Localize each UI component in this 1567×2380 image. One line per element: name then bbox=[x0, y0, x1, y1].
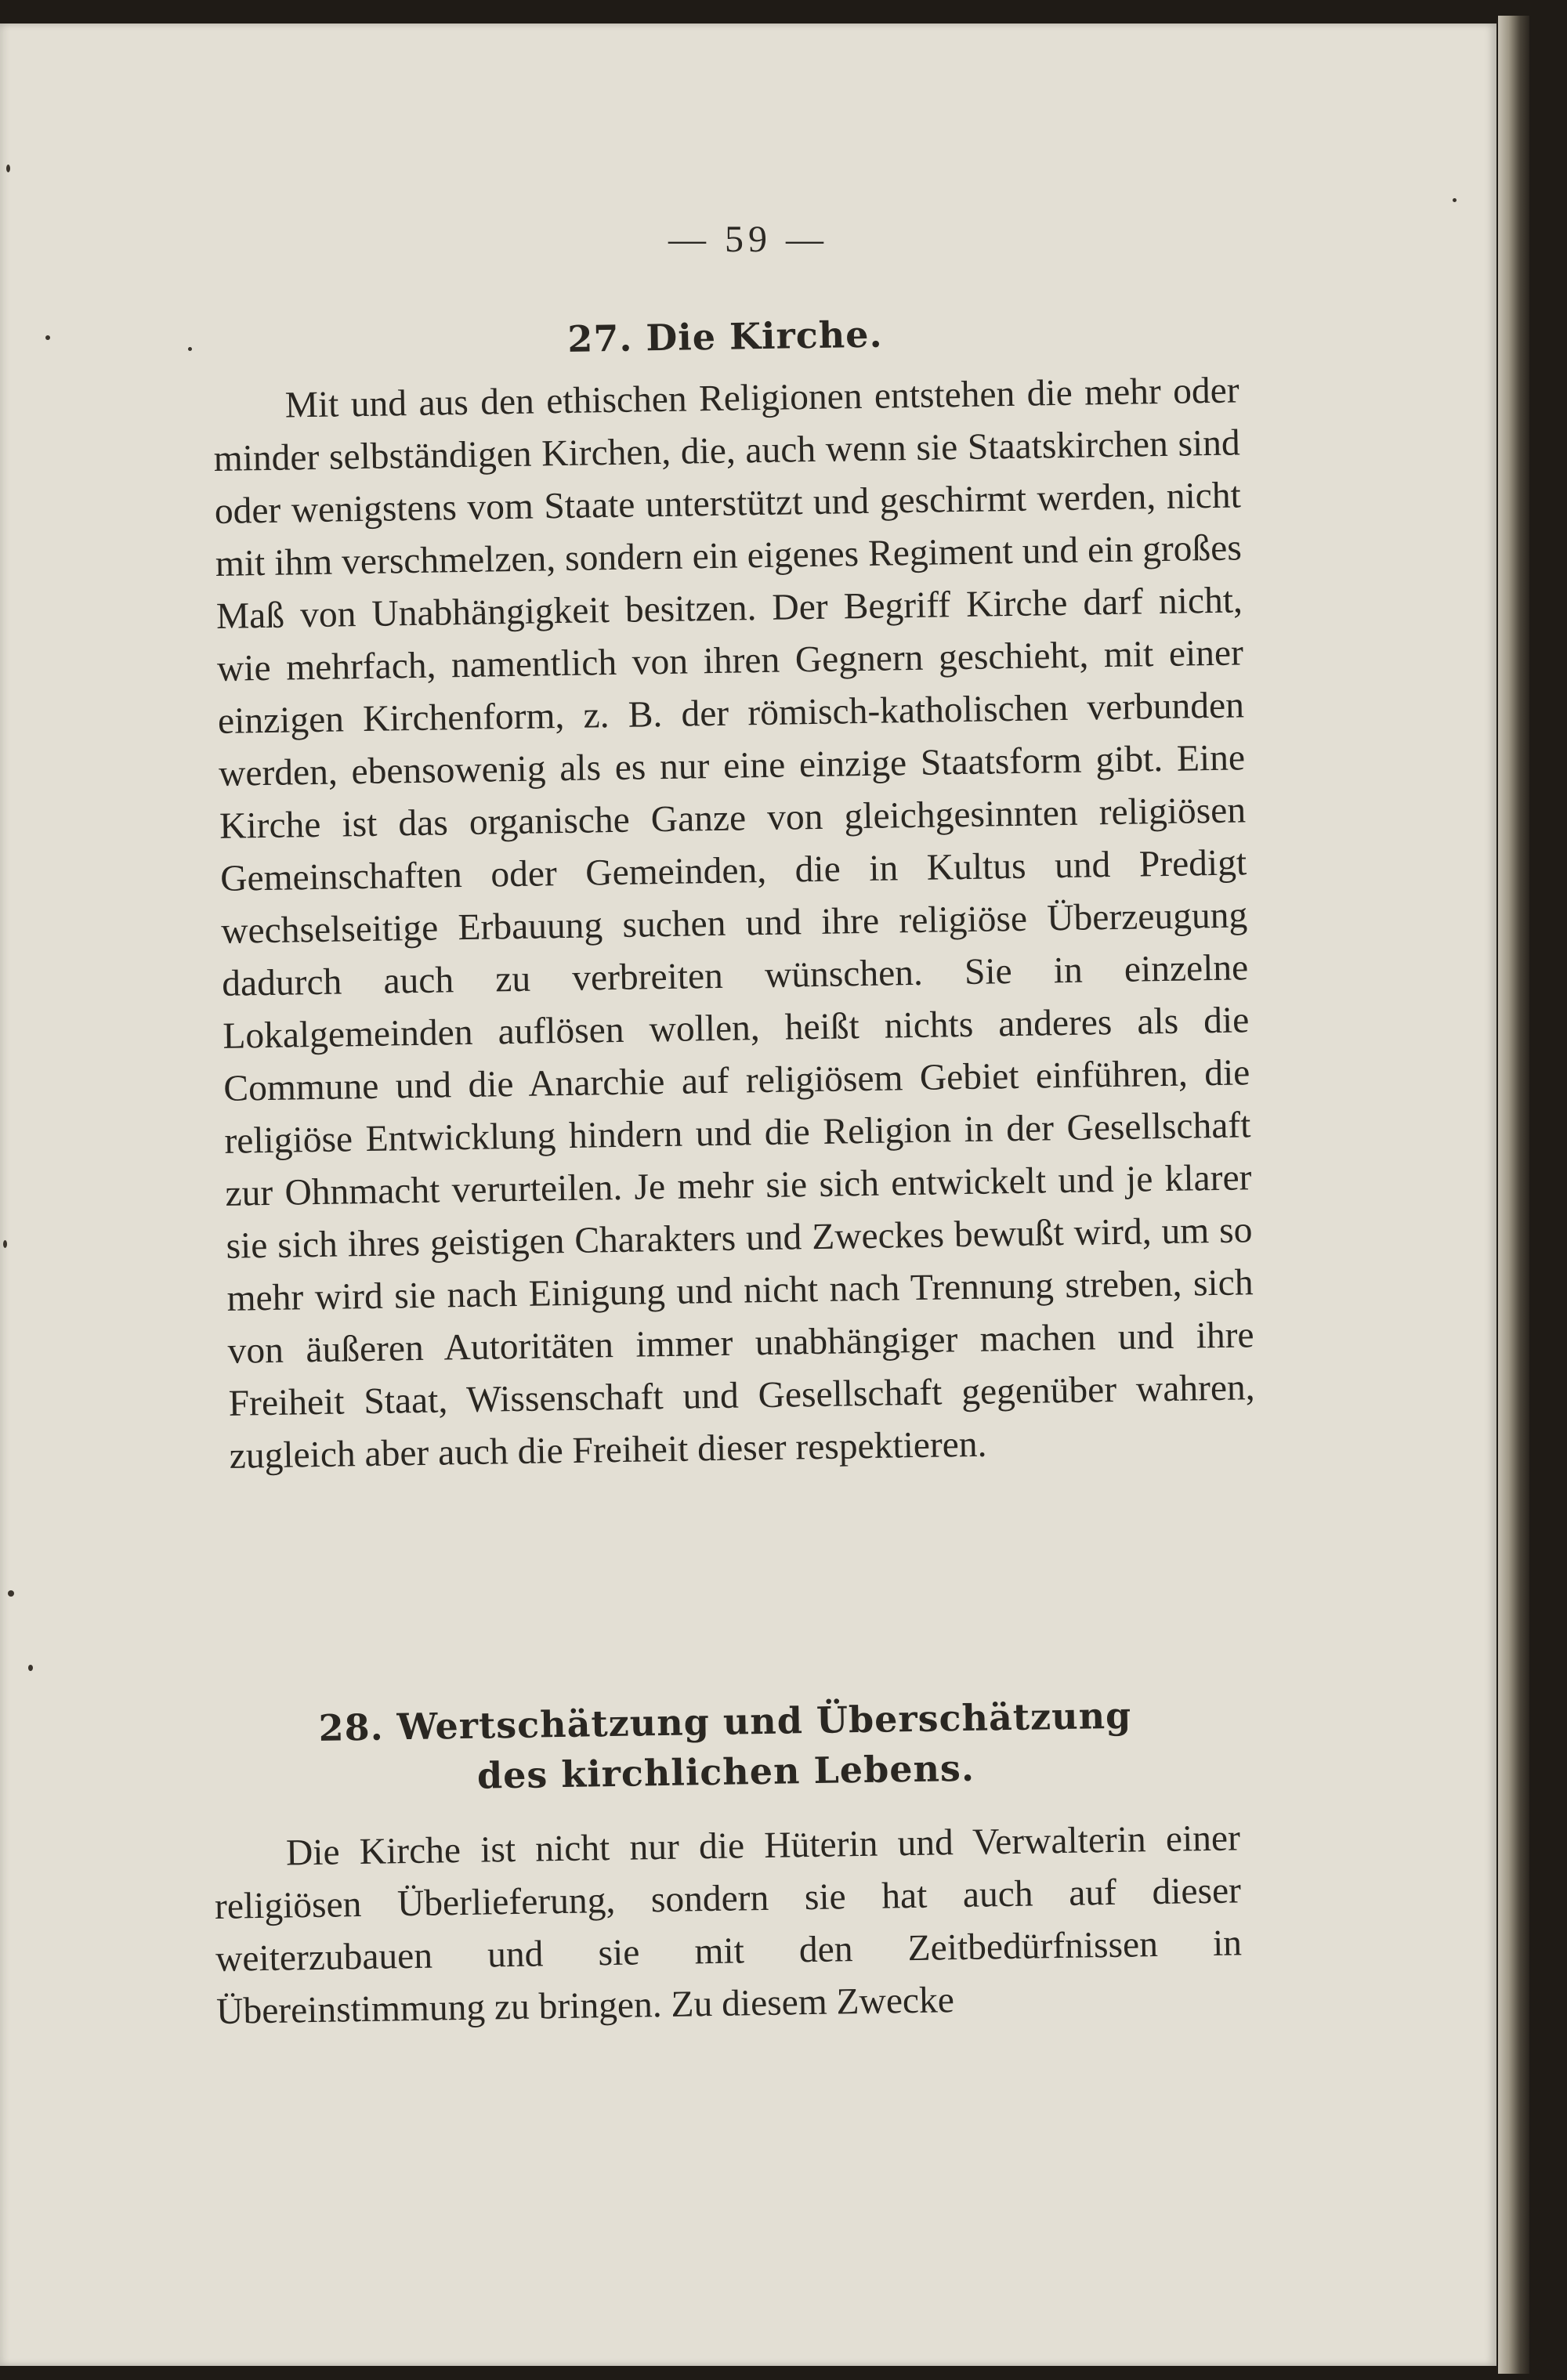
margin-speck bbox=[6, 165, 10, 172]
page-number: — 59 — bbox=[668, 219, 828, 260]
section-28 bbox=[212, 1688, 1243, 2038]
section-27 bbox=[212, 303, 1256, 1482]
book-page bbox=[0, 24, 1496, 2366]
margin-speck bbox=[8, 1590, 14, 1597]
margin-speck bbox=[3, 1240, 7, 1248]
margin-speck bbox=[188, 347, 192, 351]
section-27-paragraph: Mit und aus den ethischen Religionen entstehen die mehr oder minder selbständigen Kirchen, die, auch wenn sie Staatskirchen sind oder wenigstens vom Staate unterstützt und geschirmt werden, nicht mit ihm verschmelzen, sondern ein eigenes Regiment und ein großes Maß von Unabhängigkeit besitzen. Der Begriff Kirche darf nicht, wie mehrfach, namentlich von ihren Gegnern geschieht, mit einer einzigen Kirchenform, z. B. der römisch-katholischen verbunden werden, ebensowenig als es nur eine einzige Staatsform gibt. Eine Kirche ist das organische Ganze von gleichgesinnten religiösen Gemeinschaften oder Gemeinden, die in Kultus und Predigt wechselseitige Erbauung suchen und ihre religiöse Überzeugung dadurch auch zu verbreiten wünschen. Sie in einzelne Lokalgemeinden auflösen wollen, heißt nichts anderes als die Commune und die Anarchie auf religiösem Gebiet einführen, die religiöse Entwicklung hindern und die Religion in der Gesellschaft zur Ohnmacht verurteilen. Je mehr sie sich entwickelt und je klarer sie sich ihres geistigen Charakters und Zweckes bewußt wird, um so mehr wird sie nach Einigung und nicht nach Trennung streben, sich von äußeren Autoritäten immer unabhängiger machen und ihre Freiheit Staat, Wissenschaft und Gesellschaft gegenüber wahren, zugleich aber auch die Freiheit dieser respektieren. bbox=[213, 370, 1255, 1477]
margin-speck bbox=[45, 335, 50, 340]
section-28-paragraph: Die Kirche ist nicht nur die Hüterin und Verwalterin einer religiösen Überlieferung, sondern sie hat auch auf dieser weiterzubauen und sie mit den Zeitbedürfnissen in Übereinstimmung zu bringen. Zu diesem Zwecke bbox=[214, 1818, 1243, 2032]
page-edge-shadow bbox=[1498, 16, 1529, 2374]
section-heading-27: 27. Die Kirche. bbox=[566, 313, 883, 360]
section-heading-28-line1: 28. Wertschätzung und Überschätzung bbox=[318, 1694, 1132, 1749]
margin-speck bbox=[1453, 198, 1457, 202]
section-heading-28-line2: des kirchlichen Lebens. bbox=[476, 1746, 975, 1797]
margin-speck bbox=[28, 1665, 33, 1671]
